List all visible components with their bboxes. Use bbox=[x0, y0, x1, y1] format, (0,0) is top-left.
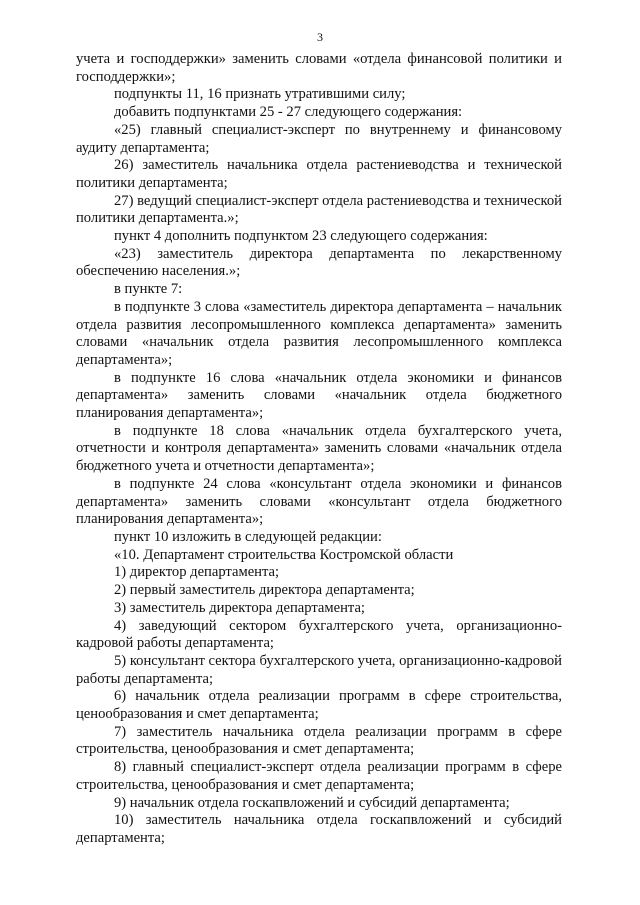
page-number: 3 bbox=[317, 30, 323, 44]
list-item-4: 4) заведующий сектором бухгалтерского учета, организационно-кадровой работы департамента; bbox=[76, 617, 562, 652]
paragraph-point-10: пункт 10 изложить в следующей редакции: bbox=[114, 528, 382, 545]
list-item-5: 5) консультант сектора бухгалтерского учета, организационно-кадровой работы департамента; bbox=[76, 652, 562, 687]
paragraph-item-23: «23) заместитель директора департамента по лекарственному обеспечению населения.»; bbox=[76, 245, 562, 280]
paragraph-point-4: пункт 4 дополнить подпунктом 23 следующего содержания: bbox=[114, 228, 488, 245]
list-item-8: 8) главный специалист-эксперт отдела реализации программ в сфере строительства, ценообразования и смет департамента; bbox=[76, 759, 562, 793]
paragraph-add-subitems: добавить подпунктами 25 - 27 следующего содержания: bbox=[114, 104, 463, 121]
paragraph-subitem-24: в подпункте 24 слова «консультант отдела экономики и финансов департамента» заменить словами «консультант отдела бюджетного планирования департамента»; bbox=[76, 475, 562, 528]
list-item-7: 7) заместитель начальника отдела реализации программ в сфере строительства, ценообразования и смет департамента; bbox=[76, 723, 562, 758]
paragraph-subitems-void: подпункты 11, 16 признать утратившими силу; bbox=[114, 86, 406, 103]
list-item-3: 3) заместитель директора департамента; bbox=[114, 599, 365, 616]
paragraph-item-27: 27) ведущий специалист-эксперт отдела растениеводства и технической политики департамента.»; bbox=[76, 192, 562, 227]
paragraph-continuation: учета и господдержки» заменить словами «отдела финансовой политики и господдержки»; bbox=[76, 51, 562, 85]
paragraph-subitem-18: в подпункте 18 слова «начальник отдела бухгалтерского учета, отчетности и контроля департамента» заменить словами «начальник отдела бюджетного учета и отчетности департамента»; bbox=[76, 422, 562, 475]
list-item-6: 6) начальник отдела реализации программ в сфере строительства, ценообразования и смет департамента; bbox=[76, 688, 562, 723]
paragraph-item-25: «25) главный специалист-эксперт по внутреннему и финансовому аудиту департамента; bbox=[76, 121, 562, 156]
list-item-2: 2) первый заместитель директора департамента; bbox=[114, 582, 415, 599]
list-item-1: 1) директор департамента; bbox=[114, 564, 280, 581]
paragraph-department-title: «10. Департамент строительства Костромской области bbox=[114, 546, 454, 563]
list-item-9: 9) начальник отдела госкапвложений и субсидий департамента; bbox=[114, 794, 510, 811]
paragraph-subitem-3: в подпункте 3 слова «заместитель директора департамента – начальник отдела развития лесопромышленного комплекса департамента» заменить словами «начальник отдела развития лесопромышленного комплекса департамента»; bbox=[76, 298, 562, 368]
paragraph-subitem-16: в подпункте 16 слова «начальник отдела экономики и финансов департамента» заменить словами «начальник отдела бюджетного планирования департамента»; bbox=[76, 369, 562, 422]
paragraph-point-7: в пункте 7: bbox=[114, 281, 183, 298]
paragraph-item-26: 26) заместитель начальника отдела растениеводства и технической политики департамента; bbox=[76, 157, 562, 191]
list-item-10: 10) заместитель начальника отдела госкапвложений и субсидий департамента; bbox=[76, 812, 562, 846]
document-body bbox=[76, 51, 562, 848]
